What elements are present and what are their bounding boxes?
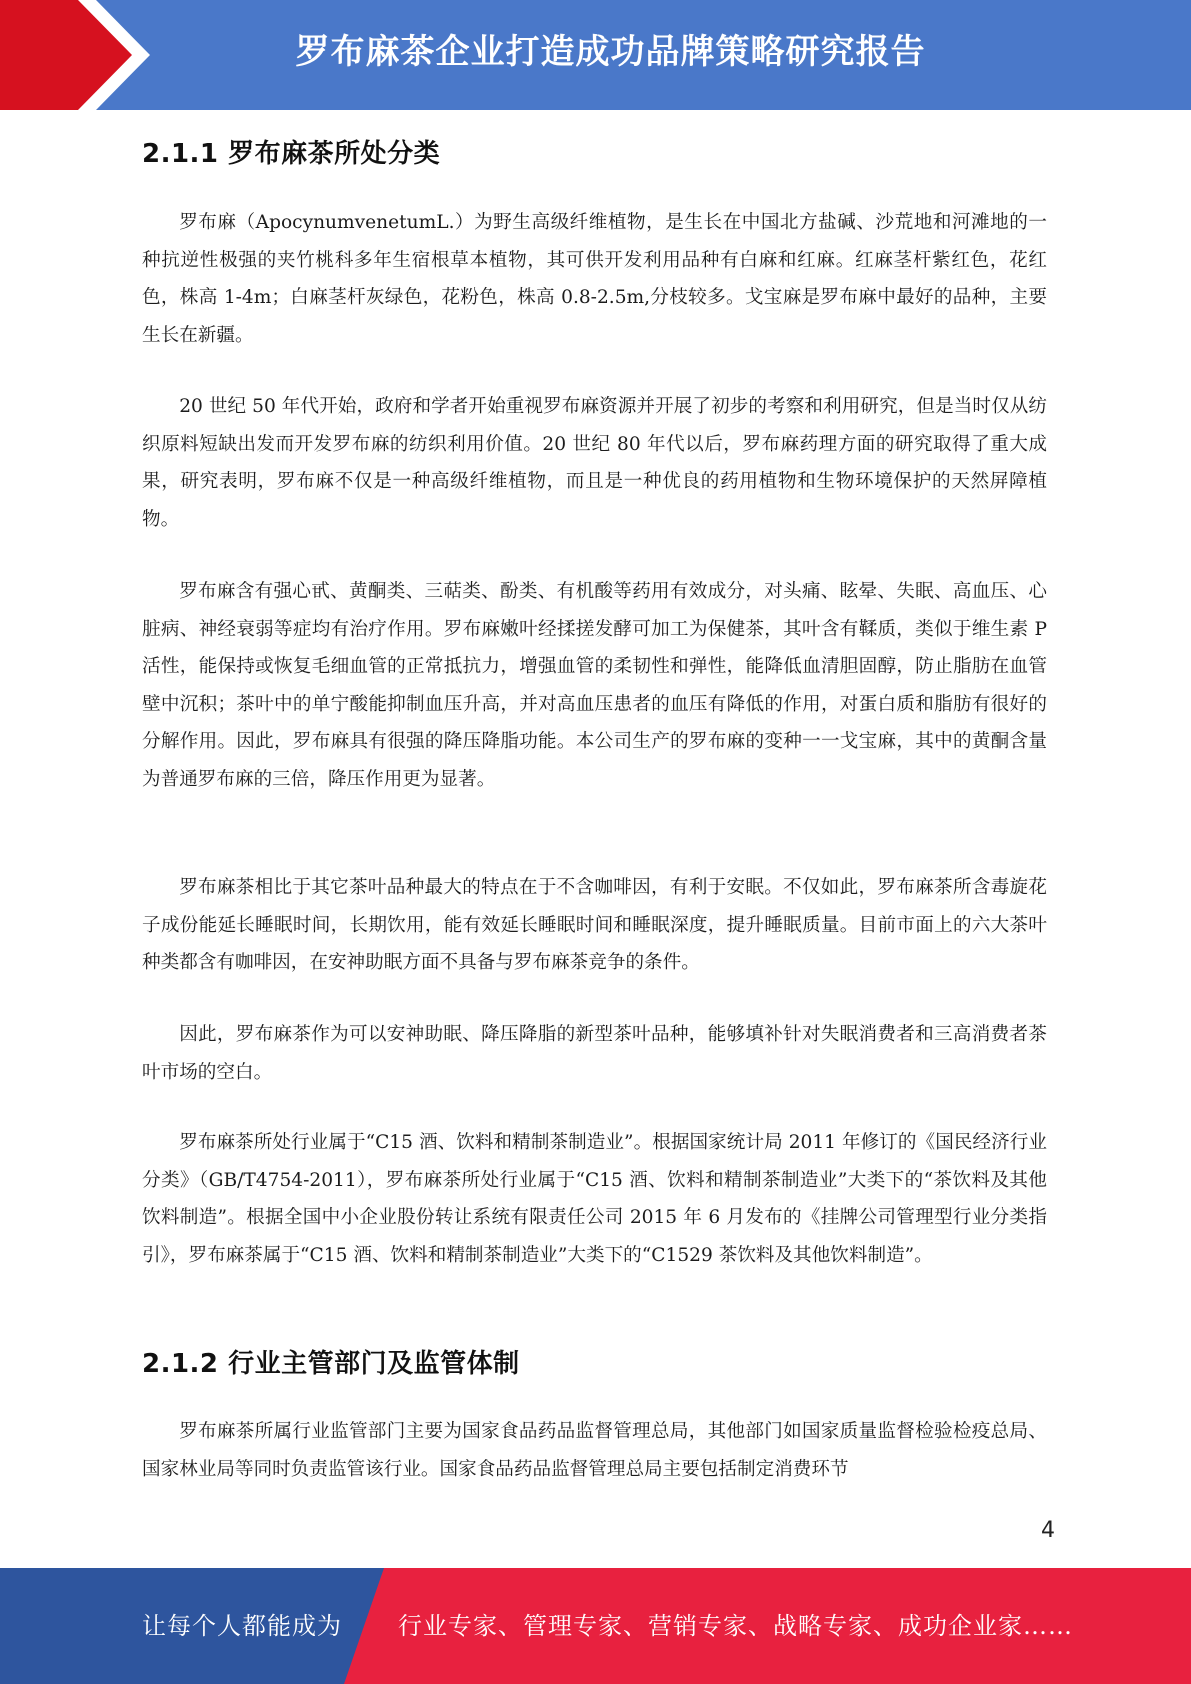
footer-banner [0, 1568, 1191, 1684]
paragraph-6: 罗布麻茶所处行业属于“C15 酒、饮料和精制茶制造业”。根据国家统计局 2011 年修订的《国民经济行业分类》（GB/T4754-2011），罗布麻茶所处行业属于“C15 酒、饮料和精制茶制造业”大类下的“茶饮料及其他饮料制造”。根据全国中小企业股份转让系统有限责任公司 2015 年 6 月发布的《挂牌公司管理型行业分类指引》，罗布麻茶属于“C15 酒、饮料和精制茶制造业”大类下的“C1529 茶饮料及其他饮料制造”。 [142, 1132, 1047, 1266]
page-number: 4 [1041, 1518, 1055, 1543]
paragraph-1: 罗布麻（ApocynumvenetumL.）为野生高级纤维植物，是生长在中国北方盐碱、沙荒地和河滩地的一种抗逆性极强的夹竹桃科多年生宿根草本植物，其可供开发利用品种有白麻和红麻。红麻茎杆紫红色，花红色，株高 1-4m；白麻茎杆灰绿色，花粉色，株高 0.8-2.5m,分枝较多。戈宝麻是罗布麻中最好的品种，主要生长在新疆。 [142, 212, 1047, 346]
footer-slogan-left: 让每个人都能成为 [142, 1612, 342, 1640]
paragraph-3: 罗布麻含有强心甙、黄酮类、三萜类、酚类、有机酸等药用有效成分，对头痛、眩晕、失眠、高血压、心脏病、神经衰弱等症均有治疗作用。罗布麻嫩叶经揉搓发酵可加工为保健茶，其叶含有鞣质，类似于维生素 P 活性，能保持或恢复毛细血管的正常抵抗力，增强血管的柔韧性和弹性，能降低血清胆固醇，防止脂肪在血管壁中沉积；茶叶中的单宁酸能抑制血压升高，并对高血压患者的血压有降低的作用，对蛋白质和脂肪有很好的分解作用。因此，罗布麻具有很强的降压降脂功能。本公司生产的罗布麻的变种一一戈宝麻，其中的黄酮含量为普通罗布麻的三倍，降压作用更为显著。 [142, 581, 1047, 790]
report-title: 罗布麻茶企业打造成功品牌策略研究报告 [295, 32, 926, 72]
footer-slogan-right: 行业专家、管理专家、营销专家、战略专家、成功企业家…… [398, 1612, 1073, 1640]
paragraph-4: 罗布麻茶相比于其它茶叶品种最大的特点在于不含咖啡因，有利于安眠。不仅如此，罗布麻茶所含毒旋花子成份能延长睡眠时间，长期饮用，能有效延长睡眠时间和睡眠深度，提升睡眠质量。目前市面上的六大茶叶种类都含有咖啡因，在安神助眠方面不具备与罗布麻茶竞争的条件。 [142, 877, 1047, 973]
section-heading-2-1-2: 2.1.2 行业主管部门及监管体制 [142, 1349, 520, 1379]
paragraph-7: 罗布麻茶所属行业监管部门主要为国家食品药品监督管理总局，其他部门如国家质量监督检验检疫总局、国家林业局等同时负责监管该行业。国家食品药品监督管理总局主要包括制定消费环节 [142, 1421, 1047, 1480]
section-heading-2-1-1: 2.1.1 罗布麻茶所处分类 [142, 139, 441, 169]
header-banner [0, 0, 1191, 110]
paragraph-5: 因此，罗布麻茶作为可以安神助眠、降压降脂的新型茶叶品种，能够填补针对失眠消费者和三高消费者茶叶市场的空白。 [142, 1024, 1047, 1083]
paragraph-2: 20 世纪 50 年代开始，政府和学者开始重视罗布麻资源并开展了初步的考察和利用研究，但是当时仅从纺织原料短缺出发而开发罗布麻的纺织利用价值。20 世纪 80 年代以后，罗布麻药理方面的研究取得了重大成果，研究表明，罗布麻不仅是一种高级纤维植物，而且是一种优良的药用植物和生物环境保护的天然屏障植物。 [142, 396, 1047, 530]
